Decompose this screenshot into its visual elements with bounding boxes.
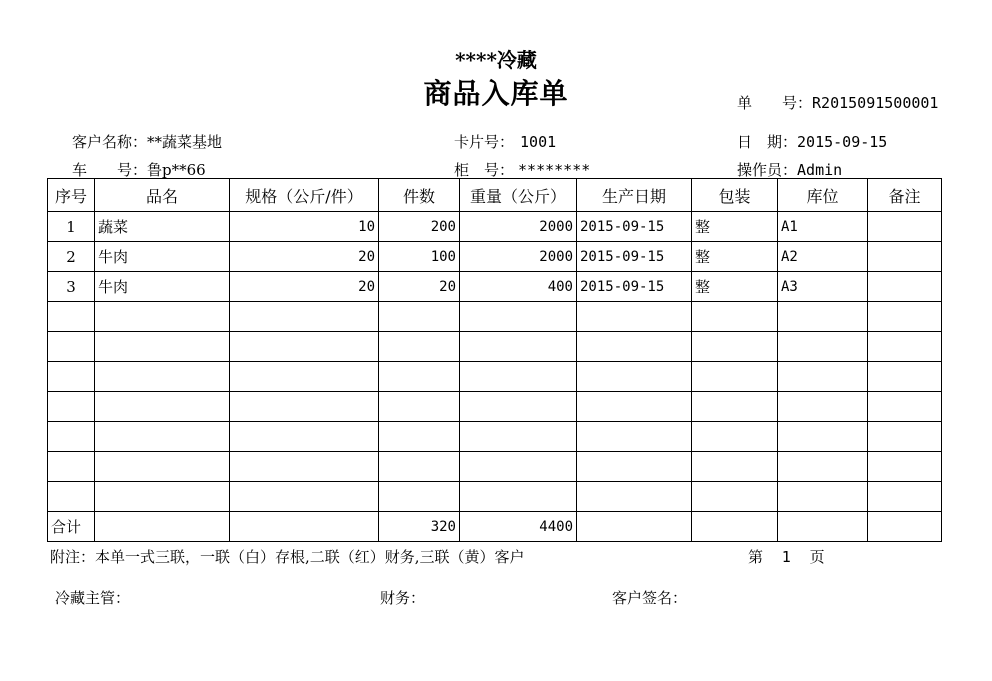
total-row [48,512,942,542]
finance-signature: 财务： [380,589,426,607]
cell-pack: 整 [692,212,778,242]
footnote: 附注：本单一式三联，一联（白）存根,二联（红）财务,三联（黄）客户 [50,548,525,566]
cell-seq: 3 [48,272,95,302]
page-label-pre: 第 [748,548,764,566]
cabinet-field [454,159,590,180]
empty-row [48,362,942,392]
cell-name: 蔬菜 [95,212,230,242]
cell-qty: 100 [379,242,460,272]
total-label: 合计 [48,512,95,542]
col-name: 品名 [95,179,230,212]
cell-location: A1 [778,212,868,242]
cell-location: A2 [778,242,868,272]
cabinet-label: 柜 号： [454,161,515,179]
page-indicator [748,546,825,567]
table-row [48,242,942,272]
company-name: ****冷藏 [455,48,537,72]
supervisor-signature: 冷藏主管： [55,589,131,607]
cell-name: 牛肉 [95,242,230,272]
doc-no-label: 单 号： [737,94,813,112]
empty-row [48,392,942,422]
table-row [48,212,942,242]
operator-field [737,159,842,180]
empty-row [48,452,942,482]
cell-remark [868,212,942,242]
date-label: 日 期： [737,133,798,151]
cell-seq: 1 [48,212,95,242]
card-value: 1001 [520,133,557,151]
vehicle-value: 鲁p**66 [147,161,206,179]
cabinet-value: ******** [518,161,591,179]
card-label: 卡片号： [454,133,515,151]
col-pack: 包装 [692,179,778,212]
cell-weight: 400 [460,272,577,302]
empty-row [48,302,942,332]
table-header-row [48,179,942,212]
col-remark: 备注 [868,179,942,212]
cell-weight: 2000 [460,242,577,272]
cell-pack: 整 [692,242,778,272]
cell-qty: 20 [379,272,460,302]
empty-row [48,332,942,362]
cell-location: A3 [778,272,868,302]
card-field [454,131,556,152]
cell-weight: 2000 [460,212,577,242]
cell-prod-date: 2015-09-15 [577,212,692,242]
page-number: 1 [781,548,791,566]
operator-label: 操作员： [737,161,798,179]
cell-name: 牛肉 [95,272,230,302]
table-row [48,272,942,302]
cell-seq: 2 [48,242,95,272]
operator-value: Admin [797,161,843,179]
cell-remark [868,242,942,272]
empty-row [48,422,942,452]
cell-remark [868,272,942,302]
col-prod-date: 生产日期 [577,179,692,212]
vehicle-field [72,159,206,180]
customer-signature: 客户签名： [612,589,688,607]
col-seq: 序号 [48,179,95,212]
document-title: 商品入库单 [423,77,569,110]
cell-qty: 200 [379,212,460,242]
col-location: 库位 [778,179,868,212]
cell-spec: 10 [230,212,379,242]
vehicle-label: 车 号： [72,161,148,179]
cell-pack: 整 [692,272,778,302]
page-label-post: 页 [809,548,825,566]
cell-spec: 20 [230,272,379,302]
total-weight: 4400 [460,512,577,542]
col-spec: 规格（公斤/件） [230,179,379,212]
col-weight: 重量（公斤） [460,179,577,212]
customer-field [72,131,222,152]
total-qty: 320 [379,512,460,542]
empty-row [48,482,942,512]
doc-no-value: R2015091500001 [812,94,939,112]
cell-spec: 20 [230,242,379,272]
receipt-table [47,178,942,542]
customer-value: **蔬菜基地 [147,133,223,151]
customer-label: 客户名称： [72,133,148,151]
cell-prod-date: 2015-09-15 [577,272,692,302]
cell-prod-date: 2015-09-15 [577,242,692,272]
date-value: 2015-09-15 [797,133,888,151]
doc-no-field [737,92,938,113]
date-field [737,131,887,152]
col-qty: 件数 [379,179,460,212]
